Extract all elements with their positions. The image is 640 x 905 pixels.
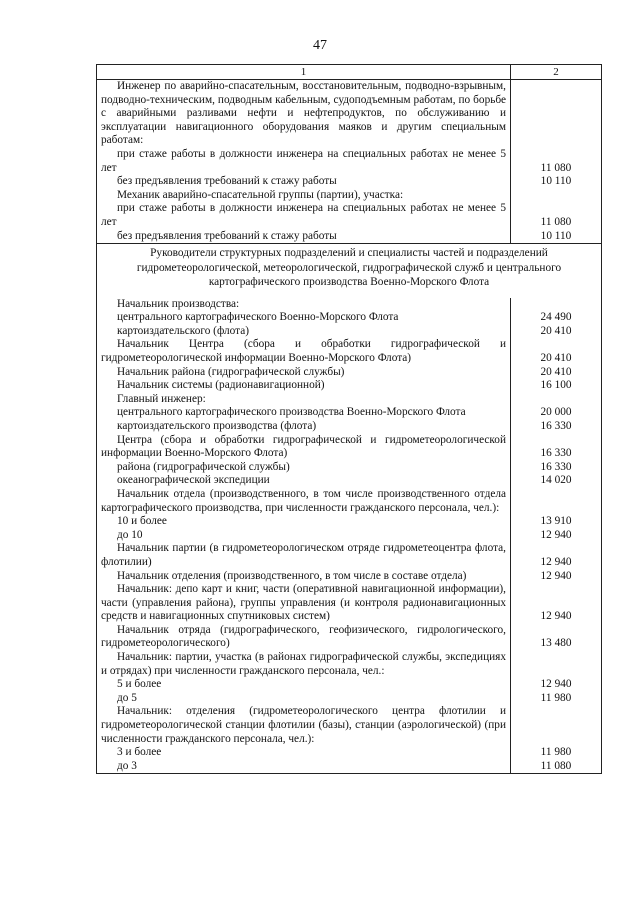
row-label: океанографической экспедиции — [97, 474, 511, 488]
row-label: до 3 — [97, 760, 511, 774]
row-label: до 5 — [97, 692, 511, 706]
table-row — [97, 420, 601, 434]
row-value: 20 410 — [540, 352, 572, 364]
row-value: 16 100 — [540, 379, 572, 392]
row-value: 12 940 — [540, 555, 572, 568]
row-label: Начальник: депо карт и книг, части (оперативной навигационной информации), части (управления района), группы управления (и контроля радионавигационных средств и навигационных спутниковых систем) — [97, 583, 511, 624]
row-value — [511, 189, 601, 203]
table-row — [97, 325, 601, 339]
header-col1: 1 — [97, 65, 511, 79]
row-label: Начальник Центра (сбора и обработки гидрографической и гидрометеорологической информации Военно-Морского Флота) — [97, 338, 511, 365]
row-value: 11 980 — [540, 746, 572, 759]
table-row — [97, 393, 601, 407]
table-row — [97, 338, 601, 365]
row-label: Начальник отделения (производственного, в том числе в составе отдела) — [97, 570, 511, 584]
table-row — [97, 678, 601, 692]
row-label: 3 и более — [97, 746, 511, 760]
header-col2: 2 — [553, 66, 559, 78]
table-row — [97, 148, 601, 175]
row-label: без предъявления требований к стажу работы — [97, 230, 511, 244]
row-value: 16 330 — [540, 460, 572, 473]
row-value — [511, 80, 601, 148]
table-row — [97, 311, 601, 325]
page-number: 47 — [313, 38, 327, 53]
row-value — [511, 705, 601, 746]
table-row — [97, 366, 601, 380]
row-value: 11 080 — [540, 215, 572, 228]
table-row — [97, 474, 601, 488]
table-row — [97, 80, 601, 148]
row-value — [511, 488, 601, 515]
table-row — [97, 746, 601, 760]
row-label: картоиздательского (флота) — [97, 325, 511, 339]
block-engineers — [97, 80, 601, 243]
row-label: без предъявления требований к стажу работы — [97, 175, 511, 189]
table-row — [97, 624, 601, 651]
section-title: Руководители структурных подразделений и специалисты частей и подразделений гидрометеорологической, метеорологической, гидрографической служб и центрального картографического производства Военно-Морского Флота — [97, 243, 601, 298]
row-value: 16 330 — [540, 419, 572, 432]
table-row — [97, 692, 601, 706]
row-label: Начальник: отделения (гидрометеорологического центра флотилии и гидрометеорологической станции флотилии (базы), станции (аэрологической) (при численности гражданского персонала, чел.): — [97, 705, 511, 746]
row-value: 12 940 — [540, 528, 572, 541]
table-row — [97, 461, 601, 475]
row-value — [511, 651, 601, 678]
row-label: Начальник района (гидрографической службы) — [97, 366, 511, 380]
row-value: 14 020 — [540, 474, 572, 487]
table-row — [97, 760, 601, 774]
row-value: 11 980 — [540, 691, 572, 704]
table-row — [97, 298, 601, 312]
table-row — [97, 529, 601, 543]
table-row — [97, 202, 601, 229]
row-label: 5 и более — [97, 678, 511, 692]
row-value: 12 940 — [540, 678, 572, 691]
row-value — [511, 298, 601, 312]
table-row — [97, 705, 601, 746]
row-label: района (гидрографической службы) — [97, 461, 511, 475]
row-label: 10 и более — [97, 515, 511, 529]
row-label: при стаже работы в должности инженера на специальных работах не менее 5 лет — [97, 148, 511, 175]
row-label: Начальник отряда (гидрографического, геофизического, гидрологического, гидрометеорологического) — [97, 624, 511, 651]
row-value: 20 410 — [540, 324, 572, 337]
table-row — [97, 379, 601, 393]
row-label: Начальник системы (радионавигационной) — [97, 379, 511, 393]
row-label: при стаже работы в должности инженера на специальных работах не менее 5 лет — [97, 202, 511, 229]
table-row — [97, 542, 601, 569]
row-label: Главный инженер: — [97, 393, 511, 407]
table-row — [97, 230, 601, 244]
row-label: Инженер по аварийно-спасательным, восстановительным, подводно-взрывным, подводно-техническим, подводным кабельным, судоподъемным работам, по борьбе с аварийными разливами нефти и нефтепродуктов, по обслуживанию и эксплуатации навигационного оборудования маяков и другим специальным работам: — [97, 80, 511, 148]
row-label: Начальник производства: — [97, 298, 511, 312]
row-value: 20 000 — [540, 406, 572, 419]
row-label: Центра (сбора и обработки гидрографической и гидрометеорологической информации Военно-Морского Флота) — [97, 434, 511, 461]
row-value: 12 940 — [540, 610, 572, 623]
table-row — [97, 651, 601, 678]
row-label: центрального картографического Военно-Морского Флота — [97, 311, 511, 325]
table-row — [97, 583, 601, 624]
salary-table — [96, 64, 602, 774]
row-value: 11 080 — [540, 161, 572, 174]
table-row — [97, 175, 601, 189]
row-value: 20 410 — [540, 365, 572, 378]
row-label: до 10 — [97, 529, 511, 543]
row-value: 12 940 — [540, 569, 572, 582]
row-label: Механик аварийно-спасательной группы (партии), участка: — [97, 189, 511, 203]
row-value — [511, 393, 601, 407]
table-header — [97, 65, 601, 80]
table-row — [97, 189, 601, 203]
block-managers — [97, 298, 601, 774]
row-label: Начальник: партии, участка (в районах гидрографической службы, экспедициях и отрядах) при численности гражданского персонала, чел.: — [97, 651, 511, 678]
row-value: 16 330 — [540, 447, 572, 460]
table-row — [97, 434, 601, 461]
row-label: Начальник партии (в гидрометеорологическом отряде гидрометеоцентра флота, флотилии) — [97, 542, 511, 569]
table-row — [97, 570, 601, 584]
row-value: 13 910 — [540, 515, 572, 528]
row-label: Начальник отдела (производственного, в том числе производственного отдела картографического производства, при численности гражданского персонала, чел.): — [97, 488, 511, 515]
row-label: центрального картографического производства Военно-Морского Флота — [97, 406, 511, 420]
row-value: 10 110 — [540, 229, 572, 242]
table-row — [97, 406, 601, 420]
row-value: 10 110 — [540, 175, 572, 188]
table-row — [97, 488, 601, 515]
row-value: 11 080 — [540, 759, 572, 772]
row-label: картоиздательского производства (флота) — [97, 420, 511, 434]
row-value: 13 480 — [540, 637, 572, 650]
row-value: 24 490 — [540, 311, 572, 324]
table-row — [97, 515, 601, 529]
